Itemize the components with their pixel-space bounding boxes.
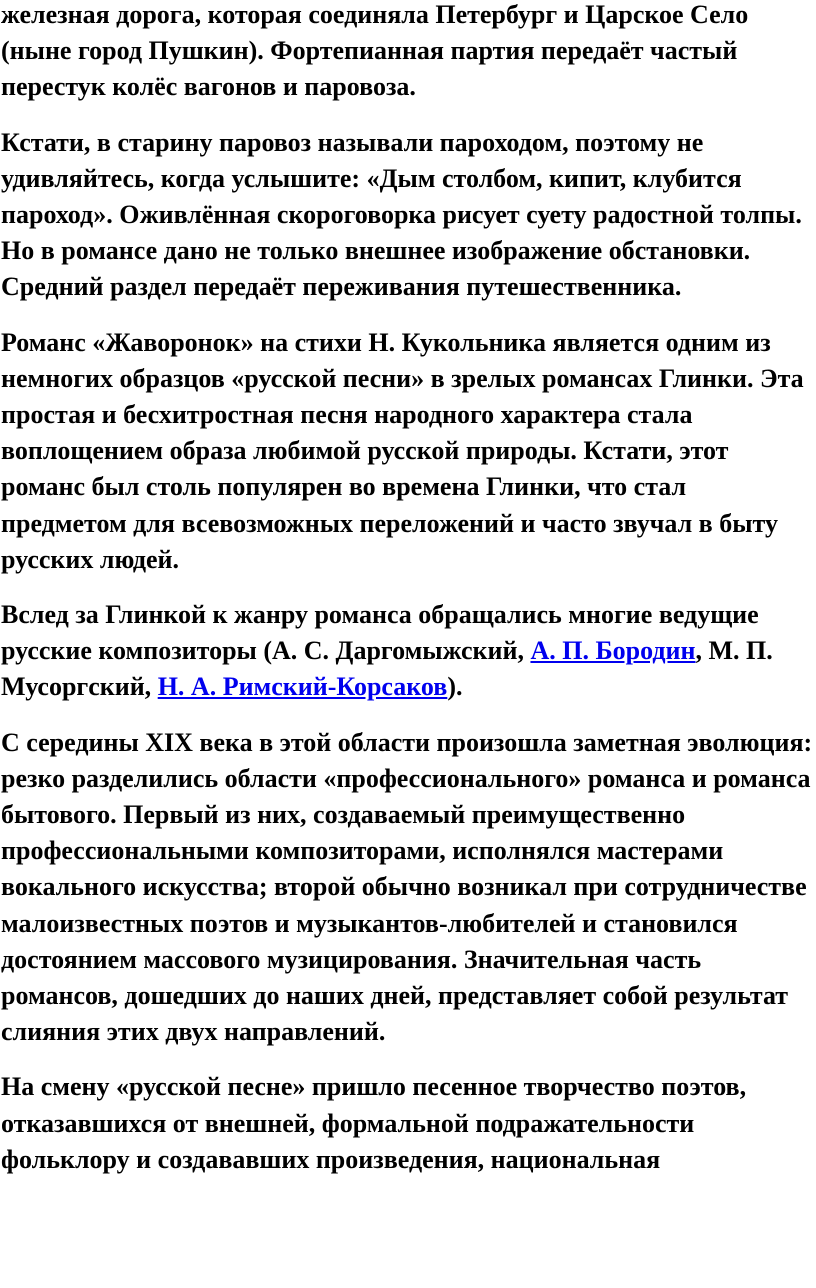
- paragraph-evolution: С середины XIX века в этой области произошла заметная эволюция: резко разделились области «профессионального» романса и романса бытового. Первый из них, создаваемый преимущественно профессиональными композиторами, исполнялся мастерами вокального искусства; второй обычно возникал при сотрудничестве малоизвестных поэтов и музыкантов-любителей и становился достоянием массового музицирования. Значительная часть романсов, дошедших до наших дней, представляет собой результат слияния этих двух направлений.: [1, 727, 813, 1047]
- link-borodin[interactable]: А. П. Бородин: [530, 636, 696, 666]
- paragraph-folk-song: На смену «русской песне» пришло песенное творчество поэтов, отказавшихся от внешней, формальной подражательности фольклору и создававших произведения, национальная: [1, 1072, 747, 1174]
- paragraph-composers: [1, 597, 816, 706]
- link-rimsky-korsakov[interactable]: Н. А. Римский-Корсаков: [157, 672, 448, 702]
- composers-text-before: Вслед за Глинкой к жанру романса обращались многие ведущие русские композиторы (А. С. Даргомыжский,: [1, 600, 759, 666]
- composers-text-after: ).: [447, 672, 463, 702]
- composers-text-middle: , М. П. Мусоргский,: [1, 636, 773, 702]
- paragraph-steamer: Кстати, в старину паровоз называли пароходом, поэтому не удивляйтесь, когда услышите: «Дым столбом, кипит, клубится пароход». Оживлённая скороговорка рисует суету радостной толпы. Но в романсе дано не только внешнее изображение обстановки. Средний раздел передаёт переживания путешественника.: [1, 127, 802, 302]
- paragraph-lark-romance: Романс «Жаворонок» на стихи Н. Кукольника является одним из немногих образцов «русской песни» в зрелых романсах Глинки. Эта простая и бесхитростная песня народного характера стала воплощением образа любимой русской природы. Кстати, этот романс был столь популярен во времена Глинки, что стал предметом для всевозможных переложений и часто звучал в быту русских людей.: [1, 327, 804, 574]
- paragraph-railway: железная дорога, которая соединяла Петербург и Царское Село (ныне город Пушкин). Фортепианная партия передаёт частый перестук колёс вагонов и паровоза.: [1, 0, 749, 102]
